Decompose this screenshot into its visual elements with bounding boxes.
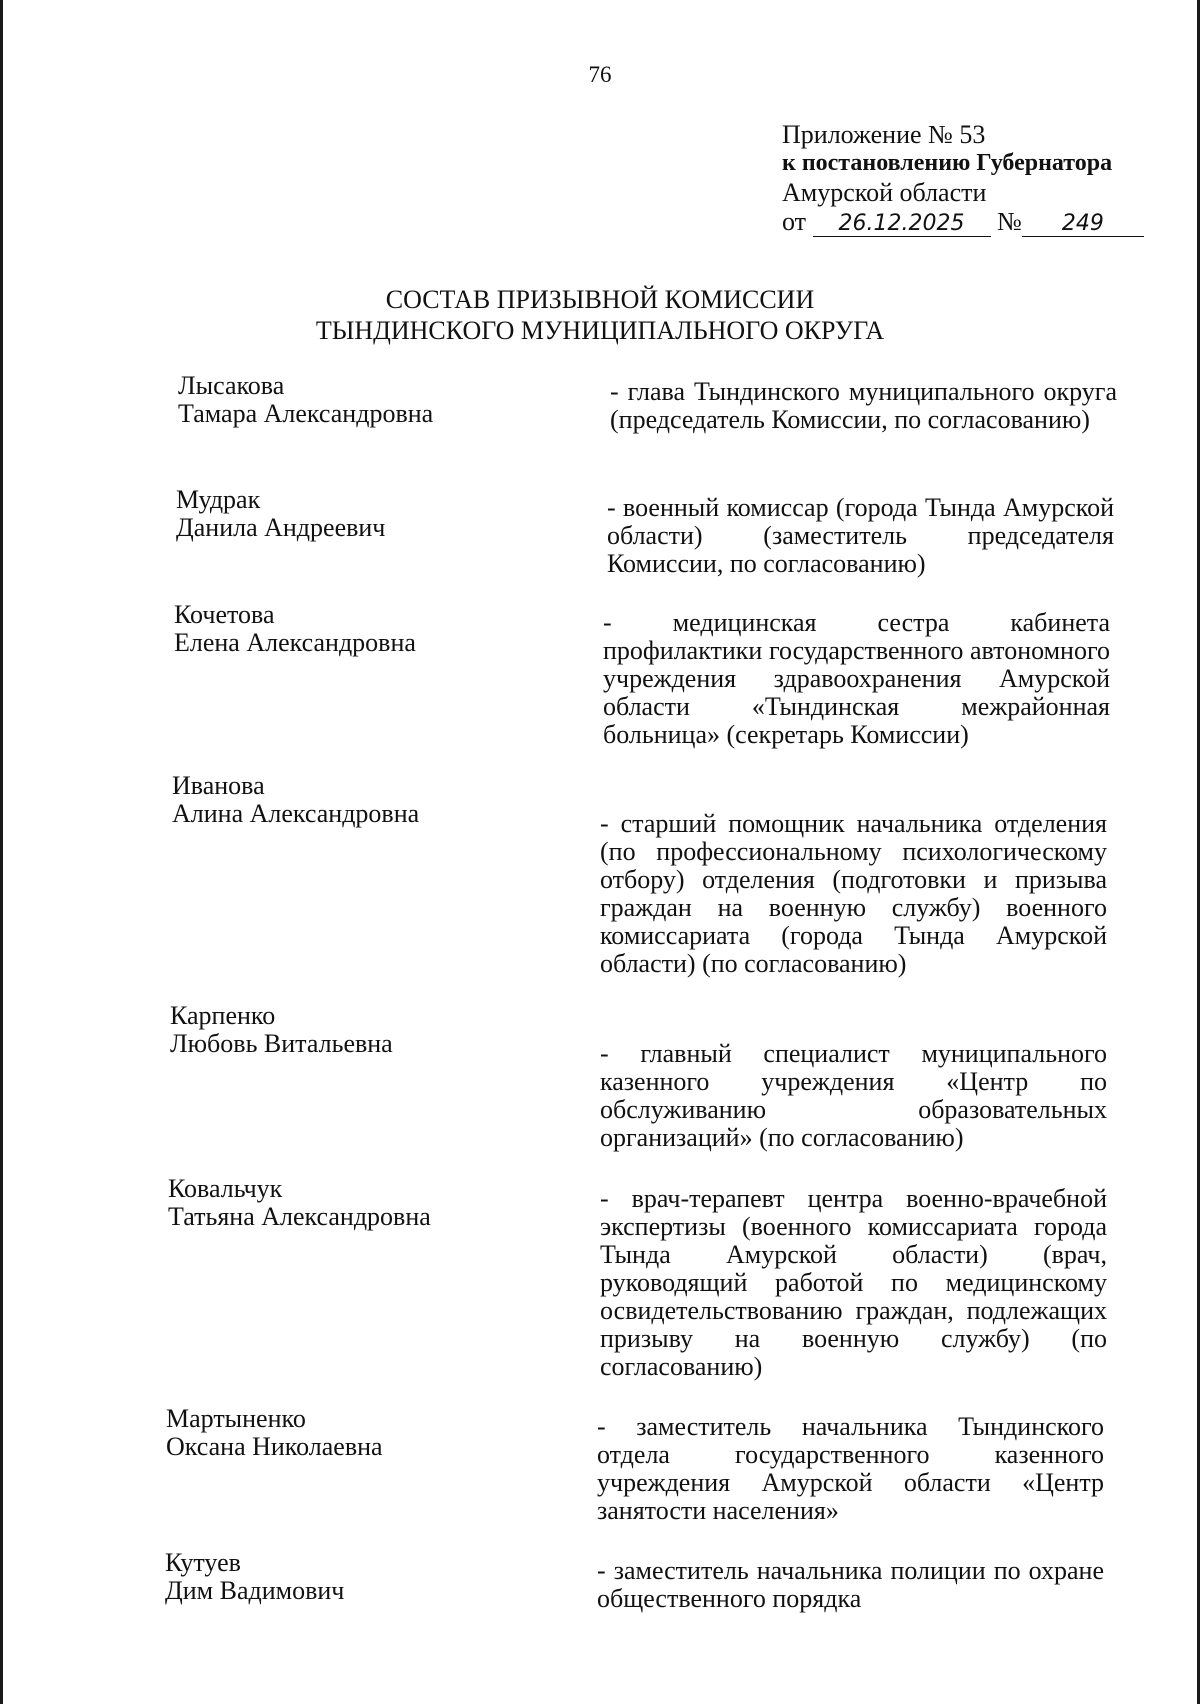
member-given-name: Алина Александровна: [172, 799, 420, 828]
scan-edge-left: [0, 0, 3, 1704]
member-given-name: Любовь Витальевна: [170, 1029, 393, 1058]
appendix-decree: к постановлению Губернатора: [782, 150, 1113, 176]
appendix-number-sign: №: [997, 207, 1022, 236]
member-given-name: Оксана Николаевна: [166, 1432, 383, 1461]
appendix-number: Приложение № 53: [782, 120, 986, 149]
member-role: - главный специалист муниципального казенного учреждения «Центр по обслуживанию образовательных организаций» (по согласованию): [600, 1039, 1107, 1152]
member-given-name: Данила Андреевич: [176, 513, 386, 542]
member-role: - старший помощник начальника отделения (по профессиональному психологическому отбору) отделения (подготовки и призыва граждан на военную службу) военного комиссариата (города Тында Амурской области) (по согласованию): [600, 809, 1107, 978]
member-name: [166, 1405, 383, 1461]
document-title: [0, 284, 1200, 346]
member-given-name: Елена Александровна: [174, 628, 416, 657]
member-given-name: Тамара Александровна: [178, 399, 434, 428]
member-given-name: Дим Вадимович: [165, 1576, 345, 1605]
page-number: 76: [588, 62, 612, 87]
member-surname: Ковальчук: [168, 1174, 283, 1203]
member-role: - военный комиссар (города Тында Амурской области) (заместитель председателя Комиссии, по согласованию): [607, 493, 1114, 578]
member-name: [174, 601, 416, 657]
member-role: - врач-терапевт центра военно-врачебной экспертизы (военного комиссариата города Тында Амурской области) (врач, руководящий работой по медицинскому освидетельствованию граждан, подлежащих призыву на военную службу) (по согласованию): [600, 1184, 1107, 1381]
member-surname: Лысакова: [178, 371, 285, 400]
member-role: - заместитель начальника полиции по охране общественного порядка: [597, 1556, 1104, 1613]
member-name: [170, 1002, 393, 1058]
member-surname: Мартыненко: [166, 1404, 306, 1433]
member-given-name: Татьяна Александровна: [168, 1202, 431, 1231]
member-role: - медицинская сестра кабинета профилактики государственного автономного учреждения здравоохранения Амурской области «Тындинская межрайонная больница» (секретарь Комиссии): [603, 608, 1110, 749]
member-surname: Мудрак: [176, 485, 261, 514]
appendix-date-line: [782, 207, 1144, 237]
member-role: - заместитель начальника Тындинского отдела государственного казенного учреждения Амурской области «Центр занятости населения»: [597, 1412, 1104, 1525]
member-surname: Кутуев: [165, 1548, 241, 1577]
member-name: [176, 486, 385, 542]
member-surname: Кочетова: [174, 600, 275, 629]
member-name: [172, 772, 419, 828]
appendix-from-prefix: от: [782, 207, 807, 236]
member-name: [178, 372, 433, 428]
member-name: [168, 1175, 431, 1231]
title-line-1: СОСТАВ ПРИЗЫВНОЙ КОМИССИИ: [385, 285, 815, 314]
member-surname: Карпенко: [170, 1001, 276, 1030]
member-role: - глава Тындинского муниципального округа (председатель Комиссии, по согласованию): [610, 377, 1117, 434]
member-surname: Иванова: [172, 771, 265, 800]
handwritten-number: 249: [1022, 212, 1144, 237]
member-name: [165, 1549, 344, 1605]
title-line-2: ТЫНДИНСКОГО МУНИЦИПАЛЬНОГО ОКРУГА: [315, 316, 885, 345]
appendix-region: Амурской области: [782, 178, 987, 207]
handwritten-date: 26.12.2025: [813, 212, 991, 237]
appendix-block: [782, 120, 1144, 237]
